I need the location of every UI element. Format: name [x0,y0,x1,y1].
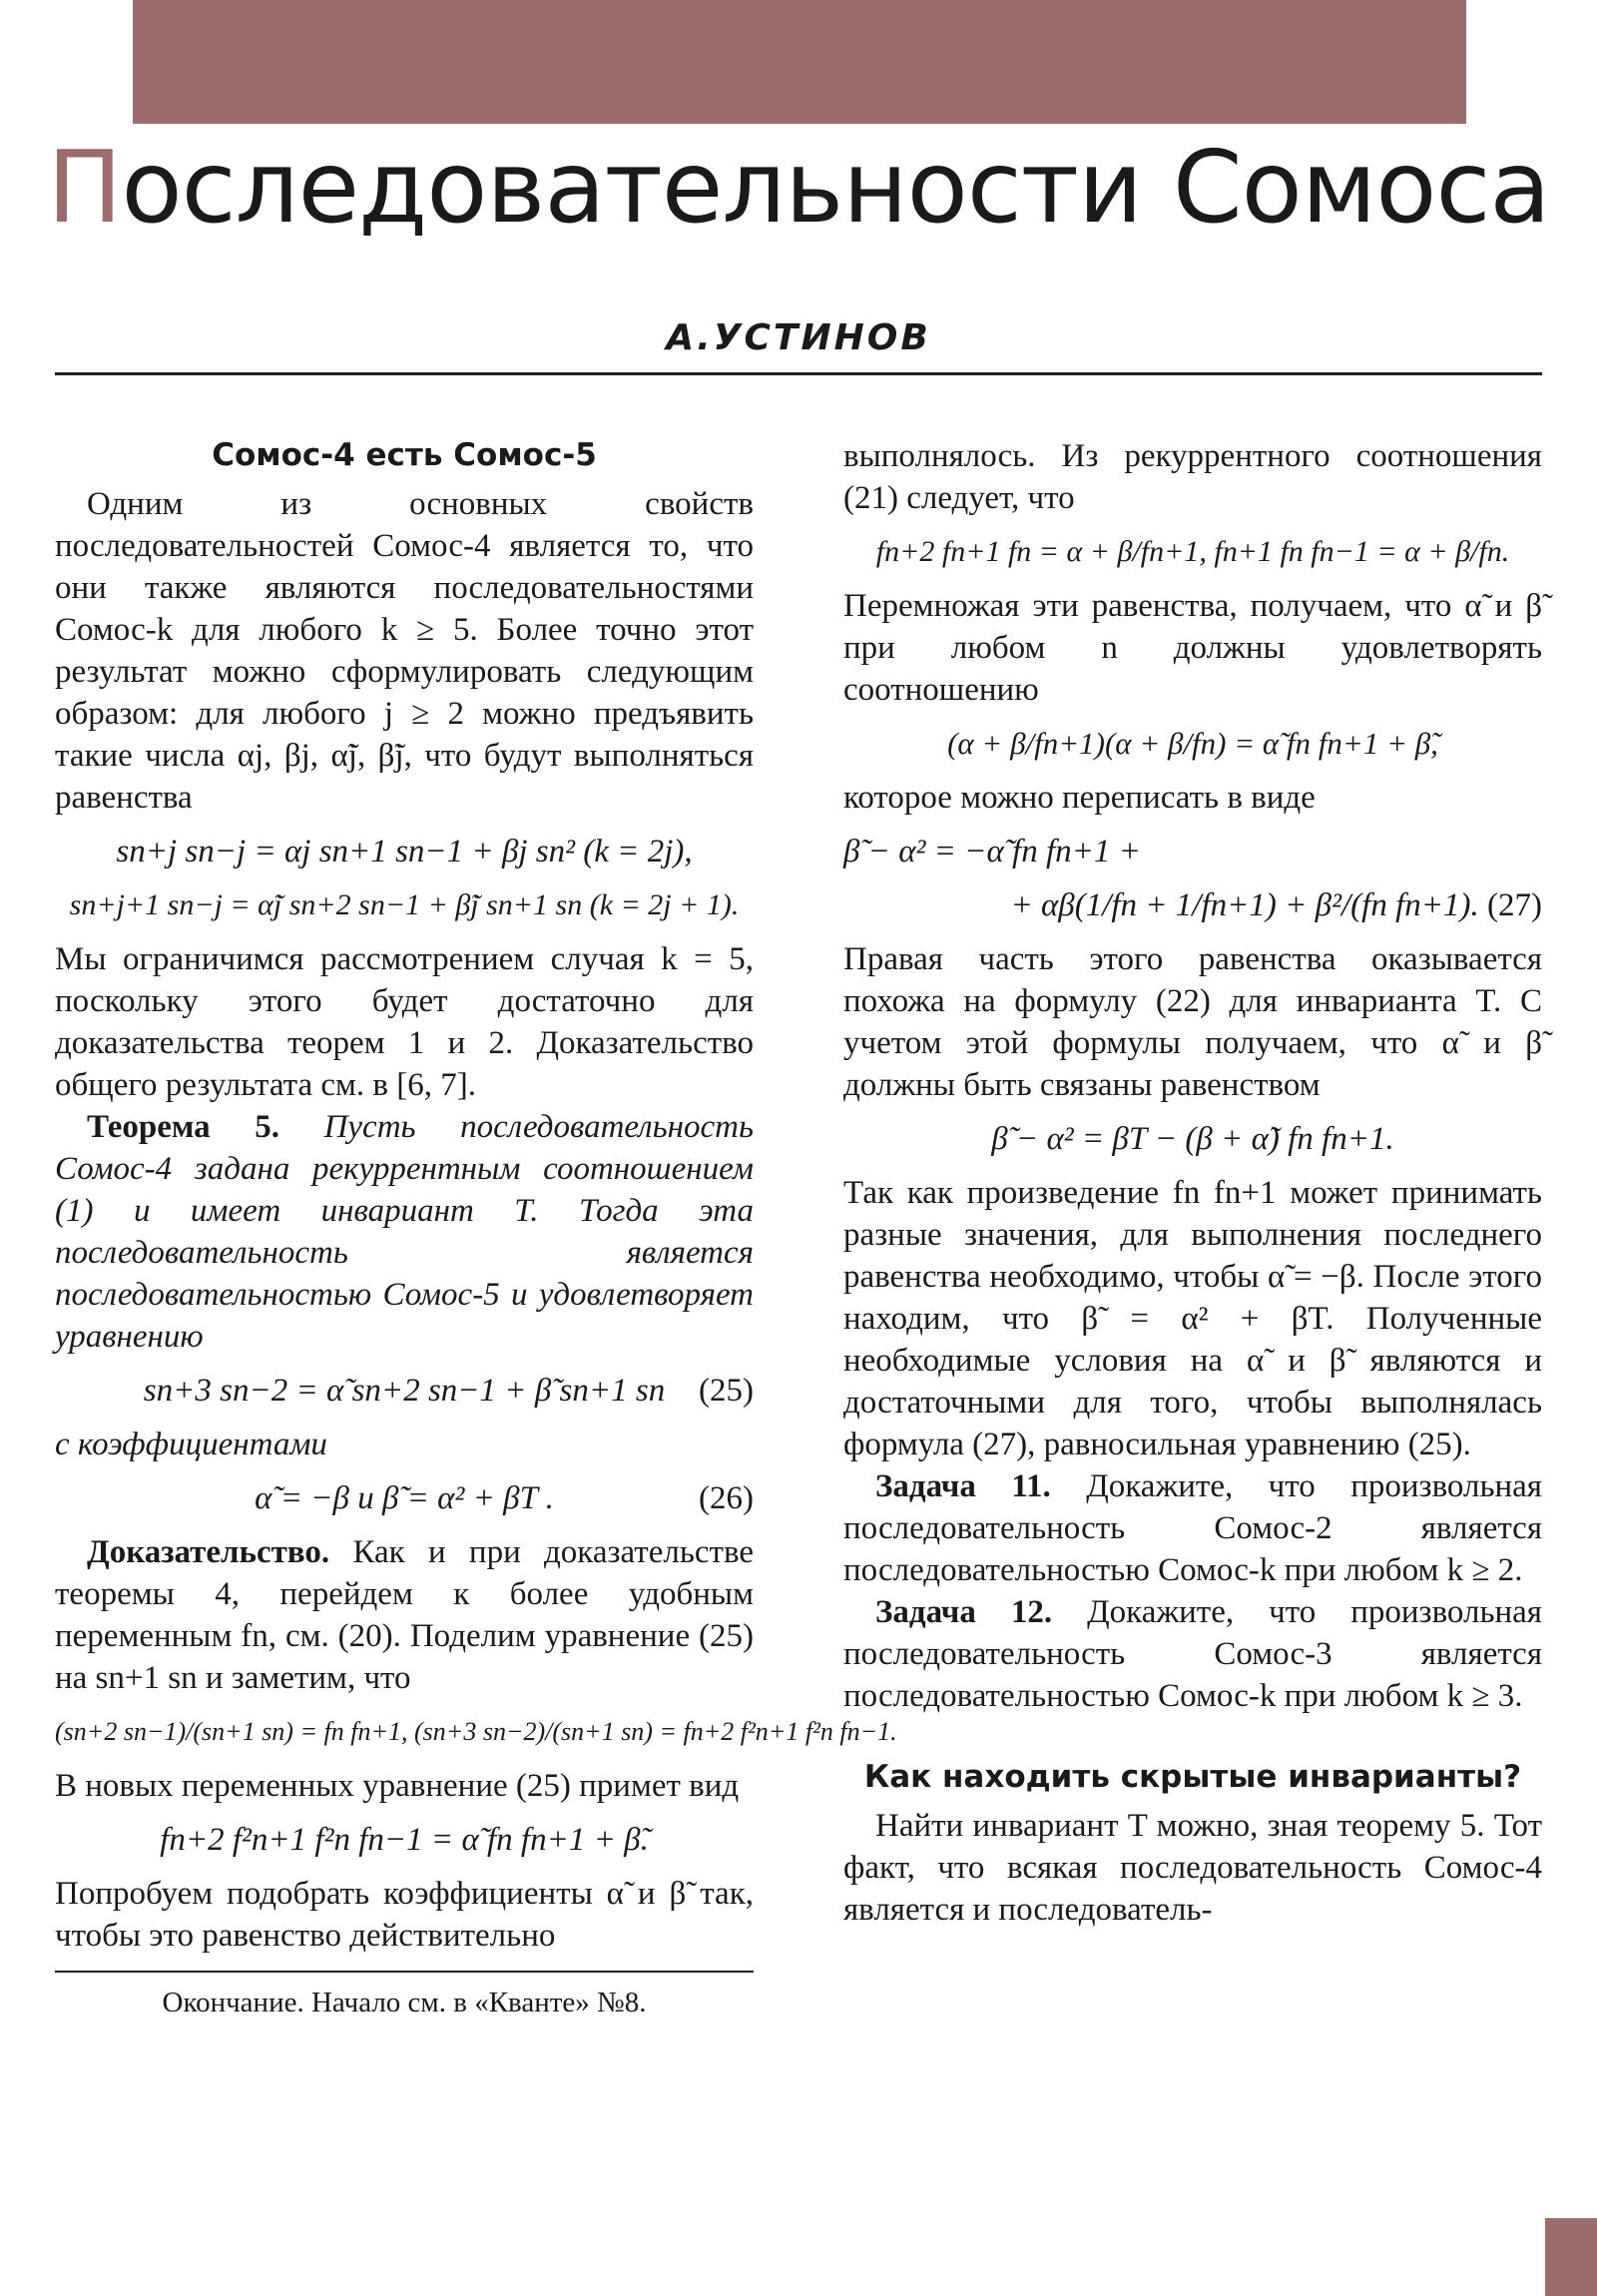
equation-body: sn+3 sn−2 = α̃ sn+2 sn−1 + β̃ sn+1 sn [143,1373,666,1409]
title-first-letter: П [47,129,122,246]
right-column [843,435,1542,1931]
theorem-5 [55,1106,754,1358]
header-color-band [133,0,1466,124]
paragraph: Попробуем подобрать коэффициенты α̃ и β̃ так, чтобы это равенство действительно [55,1876,754,1954]
task-12 [843,1591,1542,1717]
equation-27-line1: β̃ − α² = −α̃ fn fn+1 + [843,834,1141,869]
paragraph: В новых переменных уравнение (25) примет вид [55,1768,740,1804]
footnote-rule [55,1971,754,1973]
equation: β̃ − α² = βT − (β + α̃) fn fn+1. [991,1121,1394,1157]
equation-tag: (26) [699,1480,754,1516]
theorem-label: Теорема 5. [87,1109,279,1145]
task-label: Задача 12. [875,1594,1053,1630]
paragraph: Так как произведение fn fn+1 может принимать разные значения, для выполнения последнего равенства необходимо, чтобы α̃ = −β. После этого находим, что β̃ = α² + βT. Полученные необходимые условия на α̃ и β̃ являются и достаточными для того, чтобы выполнялась формула (27), равносильная уравнению (25). [843,1175,1542,1462]
paragraph: Одним из основных свойств последовательностей Сомос-4 является то, что они также являются последовательностями Сомос-k для любого k ≥ 5. Более точно этот результат можно сформулировать следующим образом: для любого j ≥ 2 можно предъявить такие числа αj, βj, α̃j, β̃j, что будут выполняться равенства [55,486,754,816]
equation-tag: (25) [699,1373,754,1409]
author-name: А.УСТИНОВ [666,317,931,358]
article-title [0,128,1597,248]
task-label: Задача 11. [875,1468,1051,1504]
paragraph: Правая часть этого равенства оказывается похожа на формулу (22) для инварианта T. С учетом этой формулы получаем, что α̃ и β̃ должны быть связаны равенством [843,941,1542,1103]
theorem-text: Пусть последовательность Сомос-4 задана рекуррентным соотношением (1) и имеет инвариант T. Тогда эта последовательность является последовательностью Сомос-5 и удовлетворяет уравнению [55,1109,755,1355]
left-column [55,435,897,2020]
equation-25 [55,1370,754,1412]
equation: (α + β/fn+1)(α + β/fn) = α̃ fn fn+1 + β̃, [947,726,1438,761]
title-rest: оследовательности Сомоса [121,129,1550,246]
task-text: Докажите, что произвольная последовательность Сомос-2 является последовательностью Сомос-k при любом k ≥ 2. [843,1468,1542,1588]
equation-tag: (27) [1487,887,1542,923]
page-corner-marker [1545,2218,1597,2296]
equation: sn+j+1 sn−j = α̃j sn+2 sn−1 + β̃j sn+1 sn (k = 2j + 1). [69,888,740,921]
paragraph: Мы ограничимся рассмотрением случая k = 5, поскольку этого будет достаточно для доказательства теорем 1 и 2. Доказательство общего результата см. в [6, 7]. [55,941,754,1103]
equation: (sn+2 sn−1)/(sn+1 sn) = fn fn+1, (sn+3 sn−2)/(sn+1 sn) = fn+2 f²n+1 f²n fn−1. [55,1717,897,1746]
section-heading-invariants: Как находить скрытые инварианты? [863,1759,1522,1795]
paragraph: Найти инвариант T можно, зная теорему 5. Тот факт, что всякая последовательность Сомос-4 является и последователь- [843,1808,1542,1928]
proof [55,1531,754,1699]
equation-body: + αβ(1/fn + 1/fn+1) + β²/(fn fn+1). [1010,887,1479,923]
paragraph: Перемножая эти равенства, получаем, что α̃ и β̃ при любом n должны удовлетворять соотношению [843,588,1542,708]
proof-text: Как и при доказательстве теоремы 4, перейдем к более удобным переменным fn, см. (20). Поделим уравнение (25) на sn+1 sn и заметим, что [55,1534,754,1696]
coefficients-text: с коэффициентами [55,1427,327,1462]
proof-label: Доказательство. [87,1534,330,1570]
equation-body: α̃ = −β и β̃ = α² + βT . [255,1480,554,1516]
task-11 [843,1465,1542,1591]
section-heading-somos4: Сомос-4 есть Сомос-5 [212,437,597,473]
equation-26 [55,1477,754,1519]
task-text: Докажите, что произвольная последовательность Сомос-3 является последовательностью Сомос-k при любом k ≥ 3. [843,1594,1542,1714]
paragraph: которое можно переписать в виде [843,780,1316,816]
paragraph: выполнялось. Из рекуррентного соотношения (21) следует, что [843,438,1542,516]
footnote: Окончание. Начало см. в «Кванте» №8. [162,1987,647,2018]
equation: sn+j sn−j = αj sn+1 sn−1 + βj sn² (k = 2j), [116,834,693,869]
equation-27-line2 [843,884,1542,926]
equation: fn+2 fn+1 fn = α + β/fn+1, fn+1 fn fn−1 = α + β/fn. [875,535,1510,568]
header-rule [55,372,1542,375]
equation: fn+2 f²n+1 f²n fn−1 = α̃ fn fn+1 + β̃. [160,1822,649,1858]
